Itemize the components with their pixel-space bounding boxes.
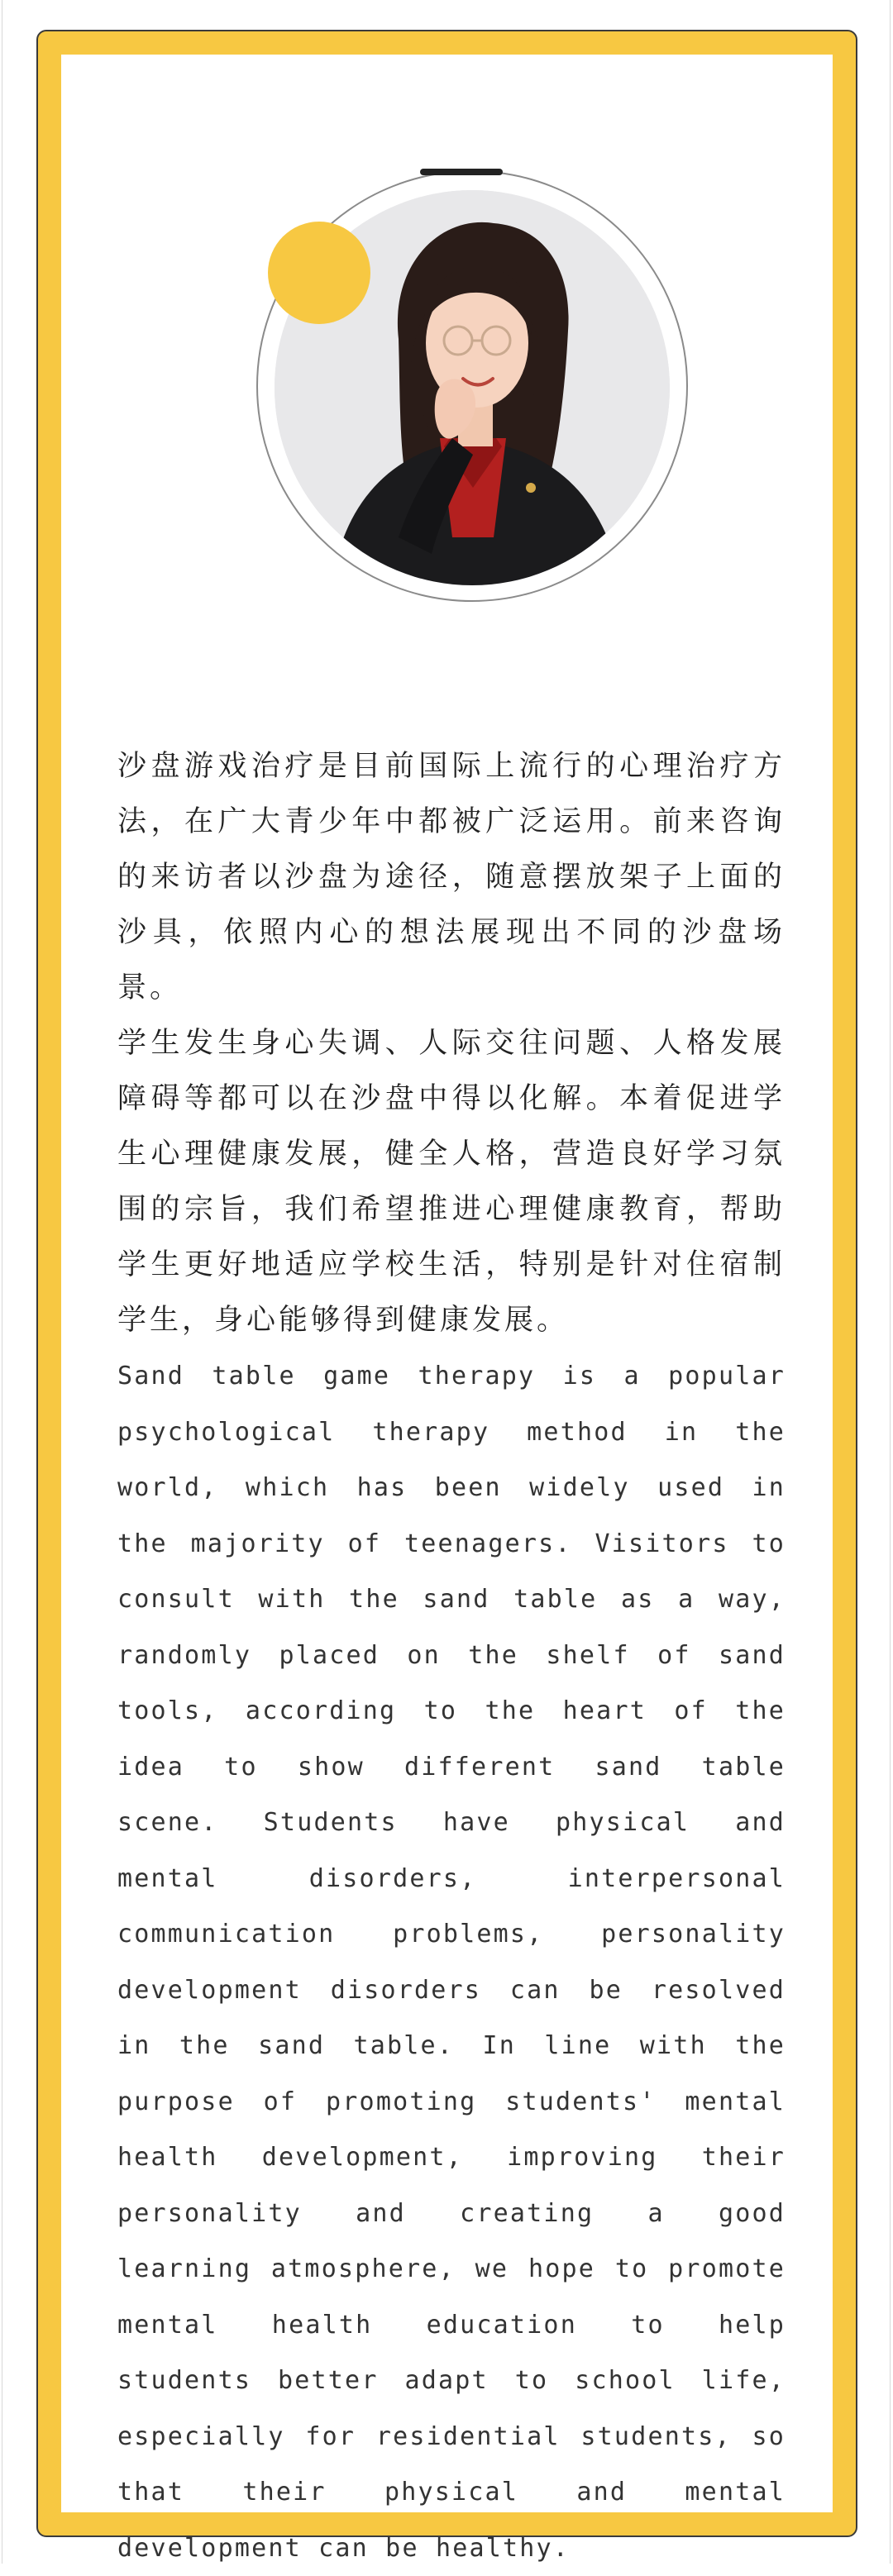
paragraph-zh-purpose: 学生发生身心失调、人际交往问题、人格发展障碍等都可以在沙盘中得以化解。本着促进学生心理健康发展，健全人格，营造良好学习氛围的宗旨，我们希望推进心理健康教育，帮助学生更好地适应学校生活，特别是针对住宿制学生，身心能够得到健康发展。 bbox=[117, 1027, 786, 1337]
card-inner bbox=[61, 55, 833, 2563]
decorative-yellow-circle bbox=[268, 222, 370, 324]
paragraph-zh-intro: 沙盘游戏治疗是目前国际上流行的心理治疗方法，在广大青少年中都被广泛运用。前来咨询的来访者以沙盘为途径，随意摆放架子上面的沙具，依照内心的想法展现出不同的沙盘场景。 bbox=[117, 750, 786, 1004]
article-body bbox=[117, 739, 786, 2576]
avatar-ring-accent bbox=[420, 169, 503, 175]
content-card bbox=[36, 30, 857, 2563]
paragraph-en: Sand table game therapy is a popular psychological therapy method in the world, which has been widely used in the majority of teenagers. Visitors to consult with the sand table as a way, randomly placed on the shelf of sand tools, according to the heart of the idea to show different sand table scene. Students have physical and mental disorders, interpersonal communication problems, personality development disorders can be resolved in the sand table. In line with the purpose of promoting students' mental health development, improving their personality and creating a good learning atmosphere, we hope to promote mental health education to help students better adapt to school life, especially for residential students, so that their physical and mental development can be healthy. bbox=[117, 1362, 786, 2563]
